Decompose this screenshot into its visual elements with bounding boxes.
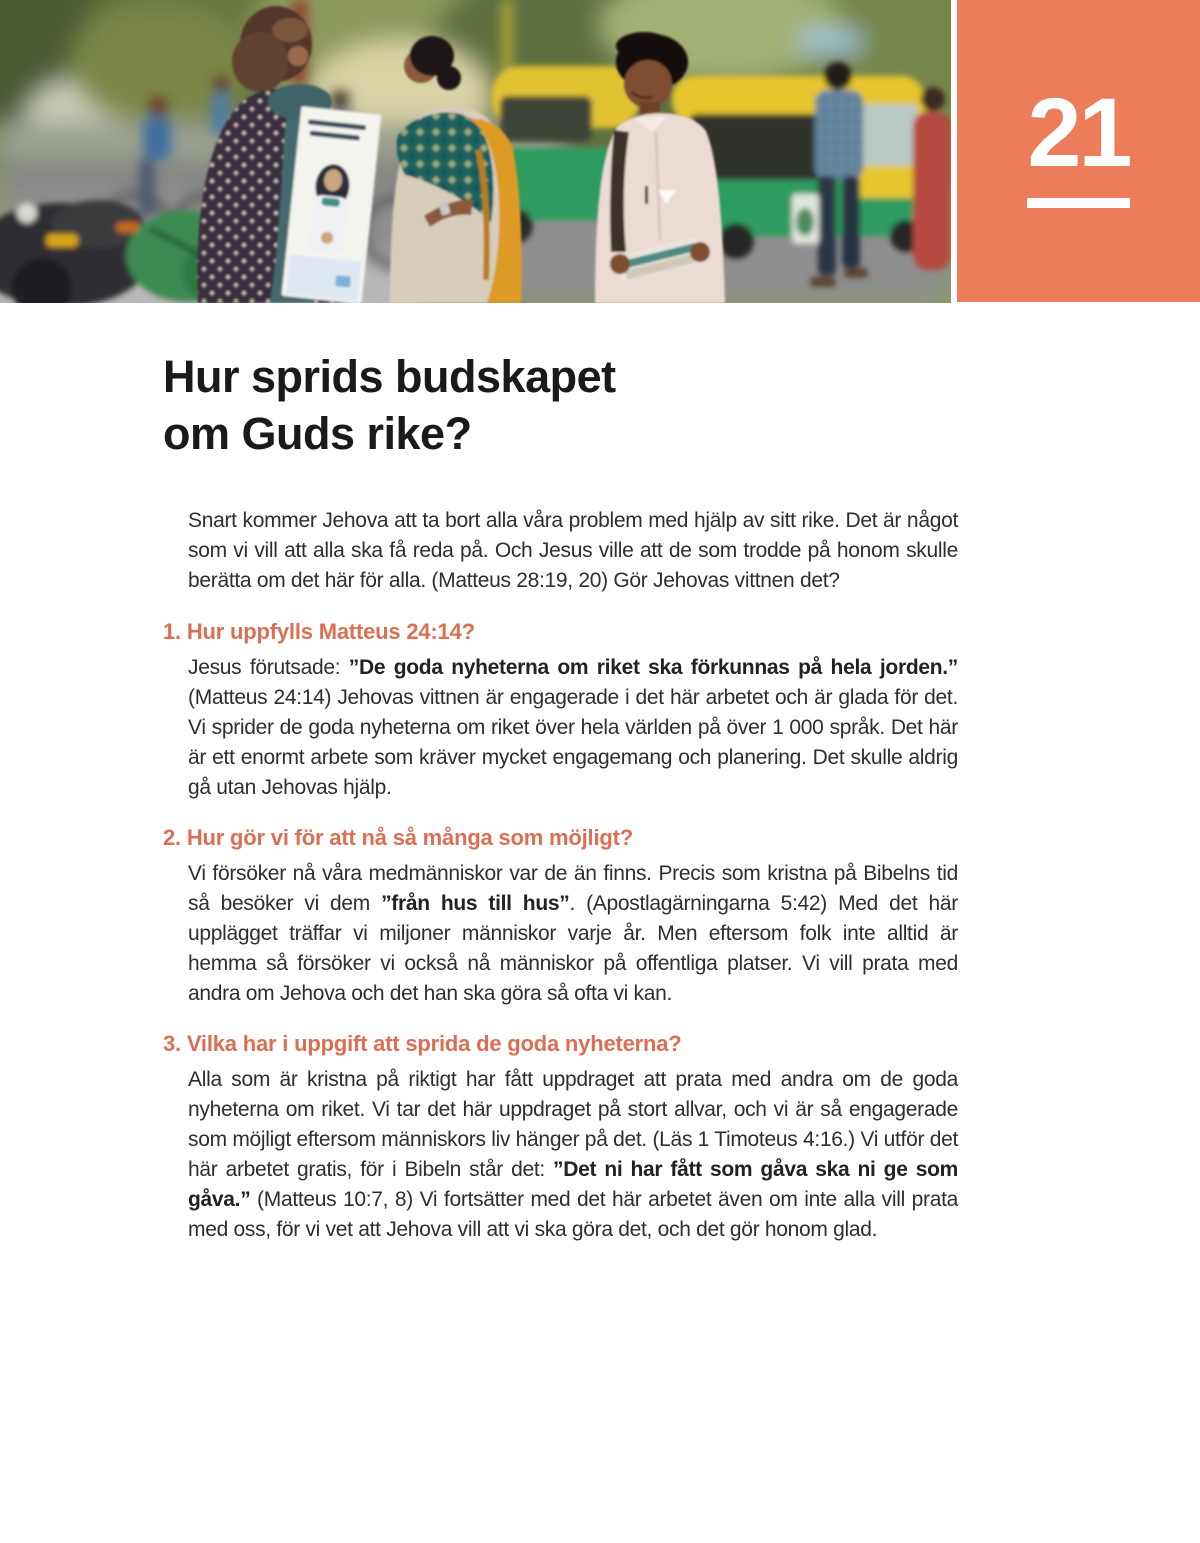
section-3-heading: 3. Vilka har i uppgift att sprida de goda nyheterna? — [163, 1031, 682, 1056]
intro-paragraph: Snart kommer Jehova att ta bort alla våra problem med hjälp av sitt rike. Det är något som vi vill att alla ska få reda på. Och Jesus ville att de som trodde på honom skulle berätta om det här för alla. (Matteus 28:19, 20) Gör Jehovas vittnen det? — [188, 509, 958, 592]
page-title-line-2: om Guds rike? — [163, 408, 472, 459]
section-3 — [163, 1030, 958, 1245]
section-1-heading: 1. Hur uppfylls Matteus 24:14? — [163, 619, 475, 644]
chapter-underline — [1027, 198, 1130, 208]
section-3-paragraph: Alla som är kristna på riktigt har fått uppdraget att prata med andra om de goda nyheterna om riket. Vi tar det här uppdraget på stort allvar, och vi är så engagerade som möjligt eftersom människors liv hänger på det. (Läs 1 Timoteus 4:16.) Vi utför det här arbetet gratis, för i Bibeln står det: ”Det ni har fått som gåva ska ni ge som gåva.” (Matteus 10:7, 8) Vi fortsätter med det här arbetet även om inte alla vill prata med oss, för vi vet att Jehova vill att vi ska göra det, och det gör honom glad. — [188, 1068, 958, 1241]
section-2-paragraph: Vi försöker nå våra medmänniskor var de än finns. Precis som kristna på Bibelns tid så besöker vi dem ”från hus till hus”. (Apostlagärningarna 5:42) Med det här upplägget träffar vi miljoner människor varje år. Men eftersom folk inte alltid är hemma så försöker vi också nå människor på offentliga platser. Vi vill prata med andra om Jehova och det han ska göra så ofta vi kan. — [188, 862, 958, 1005]
chapter-number: 21 — [1027, 78, 1130, 187]
chapter-badge — [957, 0, 1200, 302]
section-1 — [163, 618, 958, 803]
page-title-line-1: Hur sprids budskapet — [163, 351, 616, 402]
section-2 — [163, 824, 958, 1009]
section-2-heading: 2. Hur gör vi för att nå så många som möjligt? — [163, 825, 633, 850]
section-1-paragraph: Jesus förutsade: ”De goda nyheterna om riket ska förkunnas på hela jorden.” (Matteus 24:14) Jehovas vittnen är engagerade i det här arbetet och är glada för det. Vi sprider de goda nyheterna om riket över hela världen på över 1 000 språk. Det här är ett enormt arbete som kräver mycket engagemang och planering. Det skulle aldrig gå utan Jehovas hjälp. — [188, 656, 958, 799]
page-content — [163, 348, 958, 1245]
street-photo — [0, 0, 951, 303]
page-title — [163, 348, 958, 462]
street-photo-illustration — [0, 0, 951, 303]
